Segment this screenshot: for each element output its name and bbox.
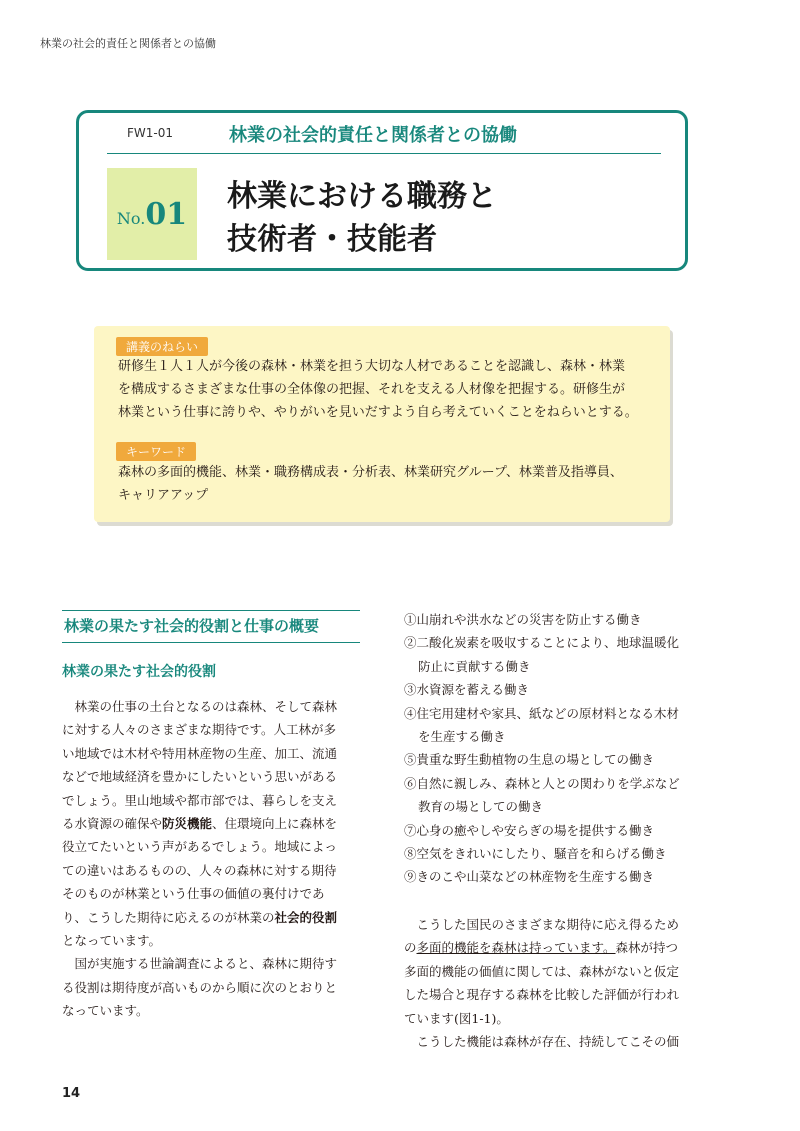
section-heading: 林業の果たす社会的役割と仕事の概要 <box>62 610 360 643</box>
list-item: ⑦心身の癒やしや安らぎの場を提供する働き <box>404 822 655 838</box>
subheading: 林業の果たす社会的役割 <box>62 664 216 680</box>
body-paragraph <box>404 913 704 1053</box>
aims-text <box>118 355 658 424</box>
lecture-code: FW1-01 <box>127 126 174 140</box>
aims-label: 講義のねらい <box>116 337 208 356</box>
text-line: 役立てたいという声があるでしょう。地域によっ <box>62 839 337 855</box>
aims-line: を構成するさまざまな仕事の全体像の把握、それを支える人材像を把握する。研修生が <box>118 382 626 397</box>
text-line: に対する人々のさまざまな期待です。人工林が多 <box>62 722 337 738</box>
text-line: り、こうした期待に応えるのが林業の社会的役割 <box>62 909 338 925</box>
running-header: 林業の社会的責任と関係者との協働 <box>40 37 216 50</box>
list-item: ⑤貴重な野生動植物の生息の場としての働き <box>404 752 655 768</box>
list-item: ⑧空気をきれいにしたり、騒音を和らげる働き <box>404 846 667 862</box>
text-line: ての違いはあるものの、人々の森林に対する期待 <box>62 862 337 878</box>
list-item: ②二酸化炭素を吸収することにより、地球温暖化 <box>404 635 680 651</box>
keywords-line: キャリアアップ <box>118 488 209 503</box>
page-title <box>227 175 497 261</box>
right-column <box>404 608 704 1053</box>
text-line: い地域では木材や特用林産物の生産、加工、流通 <box>62 745 338 761</box>
text-line: る水資源の確保や防災機能、住環境向上に森林を <box>62 816 338 832</box>
underlined-text: 多面的機能を森林は持っています。 <box>416 940 616 956</box>
text-line: こうした国民のさまざまな期待に応え得るため <box>416 916 680 932</box>
list-item: ③水資源を蓄える働き <box>404 682 530 698</box>
text-line: こうした機能は森林が存在、持続してこその価 <box>416 1033 680 1049</box>
text-line: る役割は期待度が高いものから順に次のとおりと <box>62 979 338 995</box>
page-title-line: 技術者・技能者 <box>227 222 437 257</box>
left-column <box>62 610 362 1023</box>
title-box <box>76 110 688 271</box>
title-divider <box>107 153 661 154</box>
keyword-bold: 社会的役割 <box>274 909 338 925</box>
aims-box <box>94 326 670 522</box>
keywords-text <box>118 461 658 507</box>
text-line: 林業の仕事の土台となるのは森林、そして森林 <box>74 699 338 714</box>
text-line: などで地域経済を豊かにしたいという思いがある <box>62 769 338 785</box>
keyword-bold: 防災機能 <box>162 816 213 832</box>
text-line: ています(図1-1)。 <box>404 1010 509 1026</box>
list-item-continued: 防止に貢献する働き <box>418 658 531 674</box>
expectations-list <box>404 608 704 889</box>
aims-line: 林業という仕事に誇りや、やりがいを見いだすよう自ら考えていくことをねらいとする。 <box>118 405 638 420</box>
text-line: なっています。 <box>62 1003 149 1019</box>
list-item-continued: 教育の場としての働き <box>418 799 544 815</box>
number-badge <box>107 168 197 260</box>
series-title: 林業の社会的責任と関係者との協働 <box>229 125 517 146</box>
list-item: ⑥自然に親しみ、森林と人との関わりを学ぶなど <box>404 775 680 791</box>
body-paragraph <box>62 695 362 1023</box>
page-title-line: 林業における職務と <box>227 179 497 214</box>
text-line: した場合と現存する森林を比較した評価が行われ <box>404 987 680 1003</box>
text-line: の多面的機能を森林は持っています。森林が持つ <box>404 940 679 956</box>
keywords-line: 森林の多面的機能、林業・職務構成表・分析表、林業研究グループ、林業普及指導員、 <box>118 465 623 480</box>
number-value: 01 <box>145 196 188 232</box>
list-item: ⑨きのこや山菜などの林産物を生産する働き <box>404 869 655 885</box>
aims-line: 研修生１人１人が今後の森林・林業を担う大切な人材であることを認識し、森林・林業 <box>118 359 626 374</box>
text-line: そのものが林業という仕事の価値の裏付けであ <box>62 886 325 902</box>
list-item: ④住宅用建材や家具、紙などの原材料となる木材 <box>404 705 680 721</box>
number-prefix: No. <box>116 208 146 228</box>
keywords-label: キーワード <box>116 442 196 461</box>
list-item-continued: を生産する働き <box>418 729 506 745</box>
list-item: ①山崩れや洪水などの災害を防止する働き <box>404 612 642 627</box>
text-line: 国が実施する世論調査によると、森林に期待す <box>74 956 338 972</box>
text-line: となっています。 <box>62 933 162 949</box>
text-line: 多面的機能の価値に関しては、森林がないと仮定 <box>404 963 680 979</box>
page-number: 14 <box>62 1086 81 1101</box>
text-line: でしょう。里山地域や都市部では、暮らしを支え <box>62 792 338 808</box>
